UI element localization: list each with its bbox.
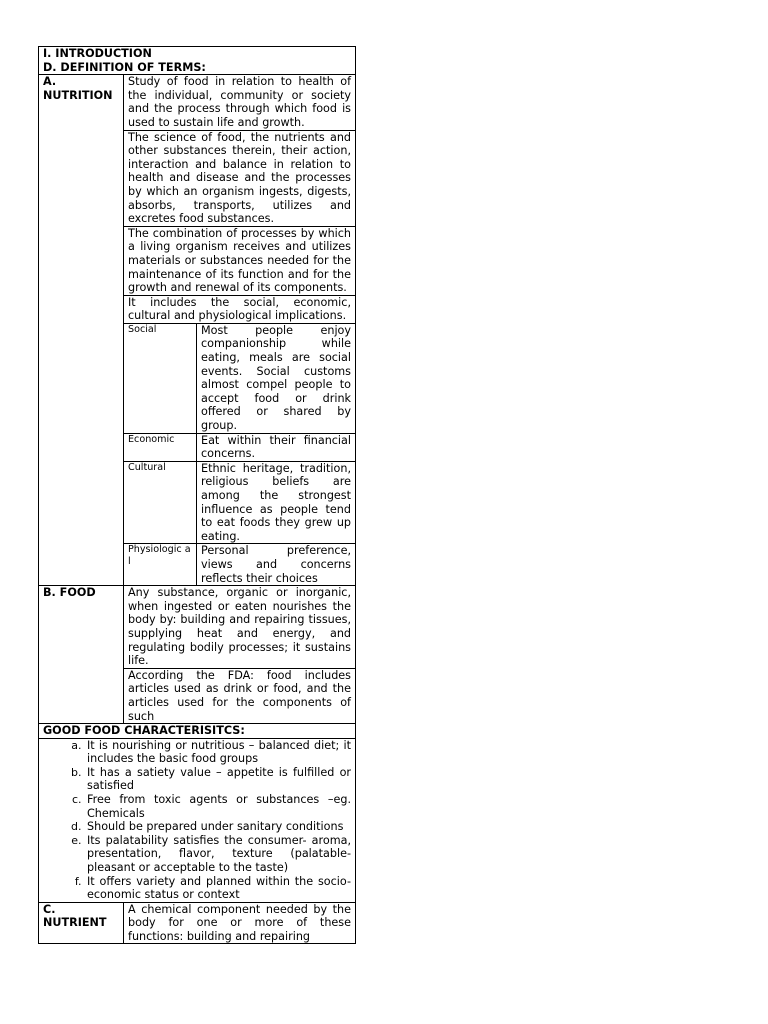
header-row <box>39 47 356 75</box>
list-item: c. Free from toxic agents or substances –eg. Chemicals <box>85 793 351 820</box>
subsection-title: D. DEFINITION OF TERMS: <box>43 60 206 74</box>
implication-text-economic: Eat within their financial concerns. <box>197 433 356 461</box>
characteristics-row <box>39 738 356 902</box>
term-cell <box>39 902 124 943</box>
term-cell <box>39 75 124 586</box>
list-item: e. Its palatability satisfies the consumer- aroma, presentation, flavor, texture (palatable- pleasant or acceptable to the taste) <box>85 834 351 875</box>
implication-label-physiological: Physiologic al <box>124 544 197 586</box>
nutrition-definition-1: Study of food in relation to health of the individual, community or society and the process through which food is used to sustain life and growth. <box>124 75 356 130</box>
nutrition-row <box>39 75 356 130</box>
definitions-table <box>38 46 356 944</box>
nutrient-term: NUTRIENT <box>43 916 107 930</box>
implication-text-cultural: Ethnic heritage, tradition, religious beliefs are among the strongest influence as people tend to eat foods they grew up eating. <box>197 461 356 544</box>
nutrition-definition-3: The combination of processes by which a living organism receives and utilizes materials or substances needed for the maintenance of its function and for the growth and renewal of its components. <box>124 226 356 295</box>
food-definition-1: Any substance, organic or inorganic, when ingested or eaten nourishes the body by: building and repairing tissues, supplying heat and energy, and regulating bodily processes; it sustains life. <box>124 586 356 669</box>
food-row <box>39 586 356 669</box>
implication-text-social: Most people enjoy companionship while eating, meals are social events. Social customs almost compel people to accept food or drink offered or shared by group. <box>197 323 356 433</box>
implication-label-social: Social <box>124 323 197 433</box>
nutrition-definition-4: It includes the social, economic, cultural and physiological implications. <box>124 295 356 323</box>
implication-label-economic: Economic <box>124 433 197 461</box>
nutrition-term-prefix: A. <box>43 75 57 89</box>
list-item: f. It offers variety and planned within the socio-economic status or context <box>85 875 351 902</box>
implication-text-physiological: Personal preference, views and concerns reflects their choices <box>197 544 356 586</box>
nutrient-definition: A chemical component needed by the body for one or more of these functions: building and repairing <box>128 902 352 943</box>
characteristics-list <box>39 739 351 902</box>
nutrition-definition-2: The science of food, the nutrients and other substances therein, their action, interaction and balance in relation to health and disease and the processes by which an organism ingests, digests, absorbs, transports, utilizes and excretes food substances. <box>124 130 356 226</box>
characteristics-heading: GOOD FOOD CHARACTERISITCS: <box>39 724 356 739</box>
nutrient-term-prefix: C. <box>43 902 56 916</box>
nutrition-term: NUTRITION <box>43 88 113 102</box>
section-title: I. INTRODUCTION <box>43 47 152 60</box>
list-item: d. Should be prepared under sanitary conditions <box>85 820 351 834</box>
list-item: a. It is nourishing or nutritious – balanced diet; it includes the basic food groups <box>85 739 351 766</box>
characteristics-heading-row <box>39 724 356 739</box>
food-definition-2: According the FDA: food includes articles used as drink or food, and the articles used for the components of such <box>124 668 356 723</box>
implication-label-cultural: Cultural <box>124 461 197 544</box>
list-item: b. It has a satiety value – appetite is fulfilled or satisfied <box>85 766 351 793</box>
nutrient-row <box>39 902 356 943</box>
food-term: B. FOOD <box>39 586 124 724</box>
